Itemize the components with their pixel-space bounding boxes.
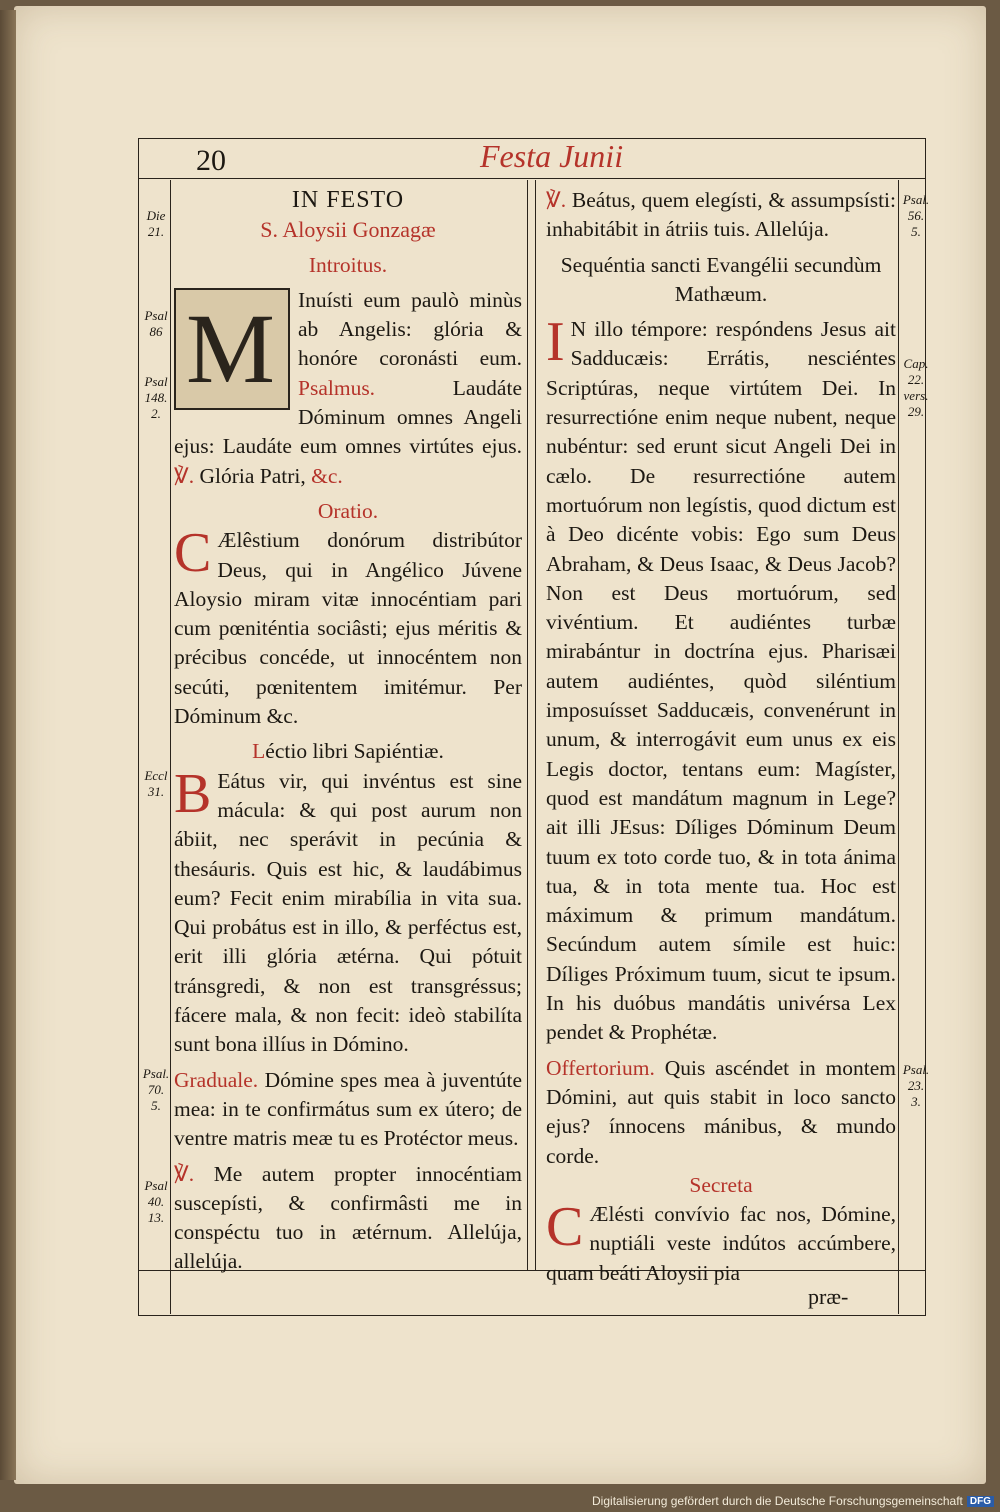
margin-note-psal148: Psal 148. 2. (144, 374, 168, 421)
right-column (546, 186, 896, 1288)
etc-label: &c. (311, 463, 343, 488)
margin-note-cap22: Cap. 22. vers. 29. (903, 356, 929, 419)
dfg-logo-icon: DFG (967, 1496, 994, 1507)
introitus-heading: Introitus. (308, 252, 388, 277)
oratio-initial: C (174, 522, 212, 585)
secreta-heading: Secreta (689, 1172, 753, 1197)
margin-note-psal40: Psal 40. 13. (144, 1178, 168, 1225)
left-margin-rule (170, 180, 171, 1314)
feast-title: IN FESTO (291, 187, 405, 213)
running-head: Festa Junii (480, 138, 624, 174)
gospel-paragraph: I N illo témpore: respóndens Jesus ait Sadducæis: Errátis, nesciéntes Scriptúras, neque virtútem Dei. In resurrectióne enim neque nubent, neque nubéntur: sed erunt sicut Angeli Dei in cælo. De resurrectióne autem mortuórum non legístis, quod dictum est à Deo dicénte vobis: Ego sum Deus Abraham, & Deus Isaac, & Deus Jacob? Non est Deus mortuórum, sed vivéntium. Et audiéntes turbæ mirabántur in doctrína ejus. Pharisæi autem audiéntes, quòd siléntium imposuísset Sadducæis, convenérunt in unum, & interrogávit eum unus ex eis Legis doctor, tentans eum: Magíster, quod est mandátum magnum in Lege? ait illi JEsus: Díliges Dóminum Deum tuum ex toto corde tuo, & in tota ánima tua, & in tota mente tua. Hoc est máximum & primum mandátum. Secúndum autem símile est huic: Díliges Próximum tuum, sicut te ipsum. In his duóbus mandátis univérsa Lex pendet & Prophétæ. (546, 311, 896, 1045)
catchword: præ- (808, 1284, 849, 1309)
lectio-initial: B (174, 762, 212, 825)
feast-saint: S. Aloysii Gonzagæ (260, 217, 436, 243)
versicle-icon: ℣. (546, 188, 567, 212)
oratio-paragraph: C Ælêstium donórum distribútor Deus, qui in Angélico Júvene Aloysio miram vitæ innocéntiam pari cum pœniténtia sociâsti; ejus méritis & précibus concéde, ut innocéntem non secúti, pœnitentem imitémur. Per Dóminum &c. (174, 522, 522, 729)
gospel-initial: I (546, 311, 565, 374)
lectio-paragraph: B Eátus vir, qui invéntus est sine mácula: & qui post aurum non ábiit, nec sperávit in pecúnia & thesáuris. Quis est hic, & laudábimus eum? Fecit enim mirabília in vita sua. Qui probátus est in illo, & perféctus est, erit illi glória ætérna. Qui pótuit tránsgredi, & non est transgréssus; fácere mala, & non fecit: ideò stabilíta sunt bona illíus in Dómino. (174, 762, 522, 1057)
graduale-label: Graduale. (174, 1067, 259, 1092)
versicle-icon: ℣. (174, 1161, 195, 1186)
margin-note-psal86: Psal 86 (144, 308, 168, 339)
offertorium-paragraph: Offertorium. Quis ascéndet in montem Dómini, aut quis stabit in loco sancto ejus? ínnocens mánibus, & mundo corde. (546, 1055, 896, 1168)
graduale-versicle: ℣. Me autem propter innocéntiam suscepísti, & confirmâsti me in conspéctu tuo in ætérnum. Allelúja, allelúja. (174, 1161, 522, 1274)
left-column (174, 186, 522, 1277)
alleluia-versicle: ℣. Beátus, quem elegísti, & assumpsísti: inhabitábit in átriis tuis. Allelúja. (546, 188, 897, 242)
offertorium-label: Offertorium. (546, 1055, 655, 1080)
lectio-heading: Léctio libri Sapiéntiæ. (252, 739, 444, 764)
margin-note-psal70: Psal. 70. 5. (142, 1066, 170, 1113)
page-number: 20 (196, 144, 226, 177)
right-margin-rule (898, 180, 899, 1314)
psalmus-label: Psalmus. (298, 375, 376, 400)
digitization-credit (592, 1494, 994, 1508)
header-rule (138, 178, 926, 179)
oratio-heading: Oratio. (317, 498, 379, 523)
introitus-paragraph: M Inuísti eum paulò minùs ab Angelis: glória & honóre coronásti eum. Psalmus. Laudáte Dóminum omnes Angeli ejus: Laudáte eum omnes virtútes ejus. ℣. Glória Patri, &c. (174, 287, 522, 488)
sequentia-heading: Sequéntia sancti Evangélii secundùm Mathæum. (560, 252, 882, 306)
versicle-icon: ℣. (174, 463, 195, 488)
decorated-initial-icon: M (174, 288, 290, 410)
margin-note-eccl: Eccl 31. (144, 768, 168, 799)
page-edge (0, 10, 16, 1480)
column-rule (527, 180, 528, 1270)
margin-note-die: Die 21. (146, 208, 166, 239)
column-rule (535, 180, 536, 1270)
margin-note-psal56: Psal. 56. 5. (902, 192, 930, 239)
secreta-initial: C (546, 1196, 584, 1259)
graduale-paragraph: Graduale. Dómine spes mea à juventúte mea: in te confirmátus sum ex útero; de ventre matris meæ tu es Protéctor meus. (174, 1067, 522, 1151)
credit-text: Digitalisierung gefördert durch die Deutsche Forschungsgemeinschaft (592, 1494, 963, 1508)
secreta-paragraph: C Ælésti convívio fac nos, Dómine, nuptiáli veste indútos accúmbere, quam beáti Aloysii pia (546, 1196, 896, 1285)
margin-note-psal23: Psal. 23. 3. (902, 1062, 930, 1109)
